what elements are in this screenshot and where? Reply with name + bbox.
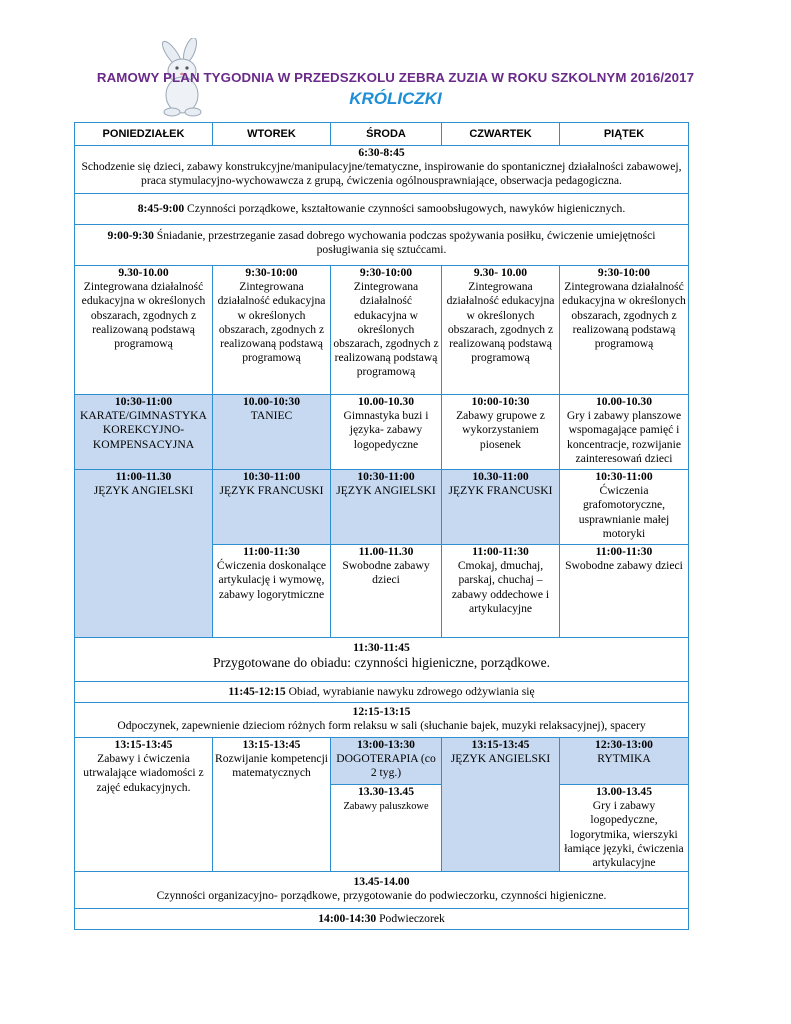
- tuesday-articulation-cell: [213, 545, 331, 638]
- thursday-education-cell: [442, 266, 560, 395]
- header-thursday: CZWARTEK: [442, 123, 560, 146]
- activity-text: Ćwiczenia grafomotoryczne, usprawnianie małej motoryki: [578, 484, 670, 540]
- tuesday-math-cell: [213, 738, 331, 872]
- time-label: 9.30-10.00: [118, 266, 169, 279]
- activity-text: JĘZYK FRANCUSKI: [219, 484, 324, 498]
- table-row: [75, 194, 689, 225]
- friday-speech-games-cell: [560, 785, 689, 872]
- activity-text: Zabawy grupowe z wykorzystaniem piosenek: [456, 409, 545, 451]
- activity-text: Gimnastyka buzi i języka- zabawy logopedyczne: [343, 409, 429, 451]
- table-row: [75, 682, 689, 703]
- afternoon-snack-cell: [75, 909, 689, 930]
- time-label: 13.45-14.00: [353, 875, 410, 888]
- activity-text: Gry i zabawy logopedyczne, logorytmika, wierszyki łamiące języki, ćwiczenia artykulacyjne: [564, 799, 684, 870]
- table-row: [75, 266, 689, 395]
- page-title: RAMOWY PLAN TYGODNIA W PRZEDSZKOLU ZEBRA ZUZIA W ROKU SZKOLNYM 2016/2017: [96, 70, 695, 85]
- table-row: [75, 146, 689, 194]
- header-tuesday: WTOREK: [213, 123, 331, 146]
- activity-text: KARATE/GIMNASTYKA KOREKCYJNO-KOMPENSACYJNA: [80, 409, 207, 451]
- time-label: 13:15-13:45: [471, 738, 530, 751]
- thursday-french-cell: [442, 470, 560, 545]
- header-wednesday: ŚRODA: [331, 123, 442, 146]
- time-label: 6:30-8:45: [358, 146, 405, 159]
- activity-text: TANIEC: [250, 409, 293, 423]
- wednesday-dogtherapy-cell: [331, 738, 442, 785]
- activity-text: Ćwiczenia doskonalące artykulację i wymowę, zabawy logorytmiczne: [216, 559, 327, 601]
- activity-text: RYTMIKA: [597, 752, 651, 766]
- table-row: [75, 638, 689, 682]
- tuesday-dance-cell: [213, 395, 331, 470]
- activity-text: Zintegrowana działalność edukacyjna w określonych obszarach, zgodnych z realizowaną podstawą programową: [446, 280, 555, 365]
- time-label: 10.00-10.30: [357, 395, 415, 408]
- activity-text: JĘZYK ANGIELSKI: [93, 484, 194, 498]
- table-row: [75, 225, 689, 266]
- time-label: 11:00-11.30: [115, 470, 172, 483]
- wednesday-freeplay-cell: [331, 545, 442, 638]
- lunch-prep-cell: [75, 638, 689, 682]
- monday-review-cell: [75, 738, 213, 872]
- time-label: 9:00-9:30: [107, 229, 154, 242]
- activity-text: Swobodne zabawy dzieci: [342, 559, 430, 587]
- time-label: 11:00-11:30: [595, 545, 653, 558]
- friday-boardgames-cell: [560, 395, 689, 470]
- time-label: 9.30- 10.00: [473, 266, 528, 279]
- activity-text: Zintegrowana działalność edukacyjna w określonych obszarach, zgodnych z realizowaną podstawą programową: [333, 280, 439, 379]
- time-label: 10:30-11:00: [114, 395, 173, 408]
- thursday-songs-cell: [442, 395, 560, 470]
- activity-text: Czynności porządkowe, kształtowanie czynności samoobsługowych, nawyków higienicznych.: [187, 201, 626, 215]
- activity-text: Zintegrowana działalność edukacyjna w określonych obszarach, zgodnych z realizowaną podstawą programową: [217, 280, 326, 365]
- time-label: 13:15-13:45: [114, 738, 173, 751]
- wednesday-speech-cell: [331, 395, 442, 470]
- hygiene-cell: [75, 194, 689, 225]
- activity-text: Śniadanie, przestrzeganie zasad dobrego wychowania podczas spożywania posiłku, ćwiczenie umiejętności posługiwania się sztućcami.: [156, 229, 656, 257]
- time-label: 13.00-13.45: [595, 785, 653, 798]
- time-label: 10:30-11:00: [242, 470, 301, 483]
- table-row: [75, 470, 689, 545]
- time-label: 8:45-9:00: [137, 201, 185, 215]
- time-label: 10:30-11:00: [357, 470, 415, 483]
- activity-text: Obiad, wyrabianie nawyku zdrowego odżywiania się: [288, 684, 535, 698]
- time-label: 10.00-10.30: [595, 395, 653, 408]
- monday-education-cell: [75, 266, 213, 395]
- time-label: 9:30-10:00: [359, 266, 413, 279]
- time-label: 9:30-10:00: [597, 266, 651, 279]
- time-label: 12:30-13:00: [595, 738, 653, 751]
- time-label: 10.00-10:30: [243, 395, 300, 408]
- activity-text: Zabawy i ćwiczenia utrwalające wiadomości z zajęć edukacyjnych.: [83, 752, 204, 794]
- time-label: 11:45-12:15: [228, 684, 286, 698]
- wednesday-education-cell: [331, 266, 442, 395]
- time-label: 13:15-13:45: [242, 738, 301, 751]
- activity-text: Podwieczorek: [379, 911, 445, 925]
- friday-freeplay-cell: [560, 545, 689, 638]
- activity-text: Gry i zabawy planszowe wspomagające pamięć i koncentracje, rozwijanie zainteresowań dzieci: [566, 409, 682, 465]
- activity-text: Przygotowane do obiadu: czynności higieniczne, porządkowe.: [212, 655, 551, 671]
- time-label: 10.30-11:00: [472, 470, 529, 483]
- activity-text: Odpoczynek, zapewnienie dzieciom różnych form relaksu w sali (słuchanie bajek, muzyki relaksacyjnej), spacery: [117, 719, 646, 733]
- friday-education-cell: [560, 266, 689, 395]
- group-name: KRÓLICZKI: [349, 89, 442, 108]
- friday-rhythmics-cell: [560, 738, 689, 785]
- time-label: 10:30-11:00: [595, 470, 653, 483]
- table-row: [75, 909, 689, 930]
- activity-text: JĘZYK ANGIELSKI: [336, 484, 436, 498]
- activity-text: Zabawy paluszkowe: [343, 801, 429, 813]
- time-label: 11:00-11:30: [243, 545, 300, 558]
- time-label: 10:00-10:30: [471, 395, 530, 408]
- time-label: 14:00-14:30: [318, 911, 377, 925]
- monday-karate-cell: [75, 395, 213, 470]
- time-label: 13.30-13.45: [357, 785, 415, 798]
- rest-cell: [75, 703, 689, 738]
- wednesday-fingerplay-cell: [331, 785, 442, 872]
- time-label: 13:00-13:30: [357, 738, 415, 751]
- table-row: [75, 703, 689, 738]
- arrival-cell: [75, 146, 689, 194]
- table-row: [75, 872, 689, 909]
- table-header-row: [75, 123, 689, 146]
- time-label: 11.00-11.30: [358, 545, 414, 558]
- activity-text: JĘZYK FRANCUSKI: [448, 484, 553, 498]
- time-label: 11:00-11:30: [472, 545, 529, 558]
- breakfast-cell: [75, 225, 689, 266]
- activity-text: Schodzenie się dzieci, zabawy konstrukcyjne/manipulacyjne/tematyczne, inspirowanie do spontanicznej działalności zabawowej, praca stymulacyjno-wychowawcza z grupą, ćwiczenia ogólnousprawniające, obserwacja pedagogiczna.: [81, 160, 682, 188]
- header-friday: PIĄTEK: [560, 123, 689, 146]
- thursday-english-cell: [442, 738, 560, 872]
- activity-text: Cmokaj, dmuchaj, parskaj, chuchaj – zabawy oddechowe i artykulacyjne: [451, 559, 550, 615]
- monday-english-cell: [75, 470, 213, 638]
- activity-text: Zintegrowana działalność edukacyjna w określonych obszarach, zgodnych z realizowaną podstawą programową: [562, 280, 686, 351]
- activity-text: DOGOTERAPIA (co 2 tyg.): [336, 752, 436, 780]
- table-row: [75, 738, 689, 785]
- weekly-schedule-table: [74, 122, 689, 930]
- tuesday-french-cell: [213, 470, 331, 545]
- time-label: 9:30-10:00: [245, 266, 298, 279]
- table-row: [75, 395, 689, 470]
- snack-prep-cell: [75, 872, 689, 909]
- time-label: 11:30-11:45: [353, 641, 410, 654]
- time-label: 12:15-13:15: [352, 705, 411, 718]
- activity-text: Rozwijanie kompetencji matematycznych: [215, 752, 329, 780]
- wednesday-english-cell: [331, 470, 442, 545]
- activity-text: Zintegrowana działalność edukacyjna w określonych obszarach, zgodnych z realizowaną podstawą programową: [81, 280, 206, 351]
- friday-motor-cell: [560, 470, 689, 545]
- thursday-breathing-cell: [442, 545, 560, 638]
- activity-text: JĘZYK ANGIELSKI: [450, 752, 551, 766]
- lunch-cell: [75, 682, 689, 703]
- tuesday-education-cell: [213, 266, 331, 395]
- activity-text: Czynności organizacyjno- porządkowe, przygotowanie do podwieczorku, czynności higieniczne.: [156, 889, 607, 903]
- activity-text: Swobodne zabawy dzieci: [565, 559, 683, 573]
- header-monday: PONIEDZIAŁEK: [75, 123, 213, 146]
